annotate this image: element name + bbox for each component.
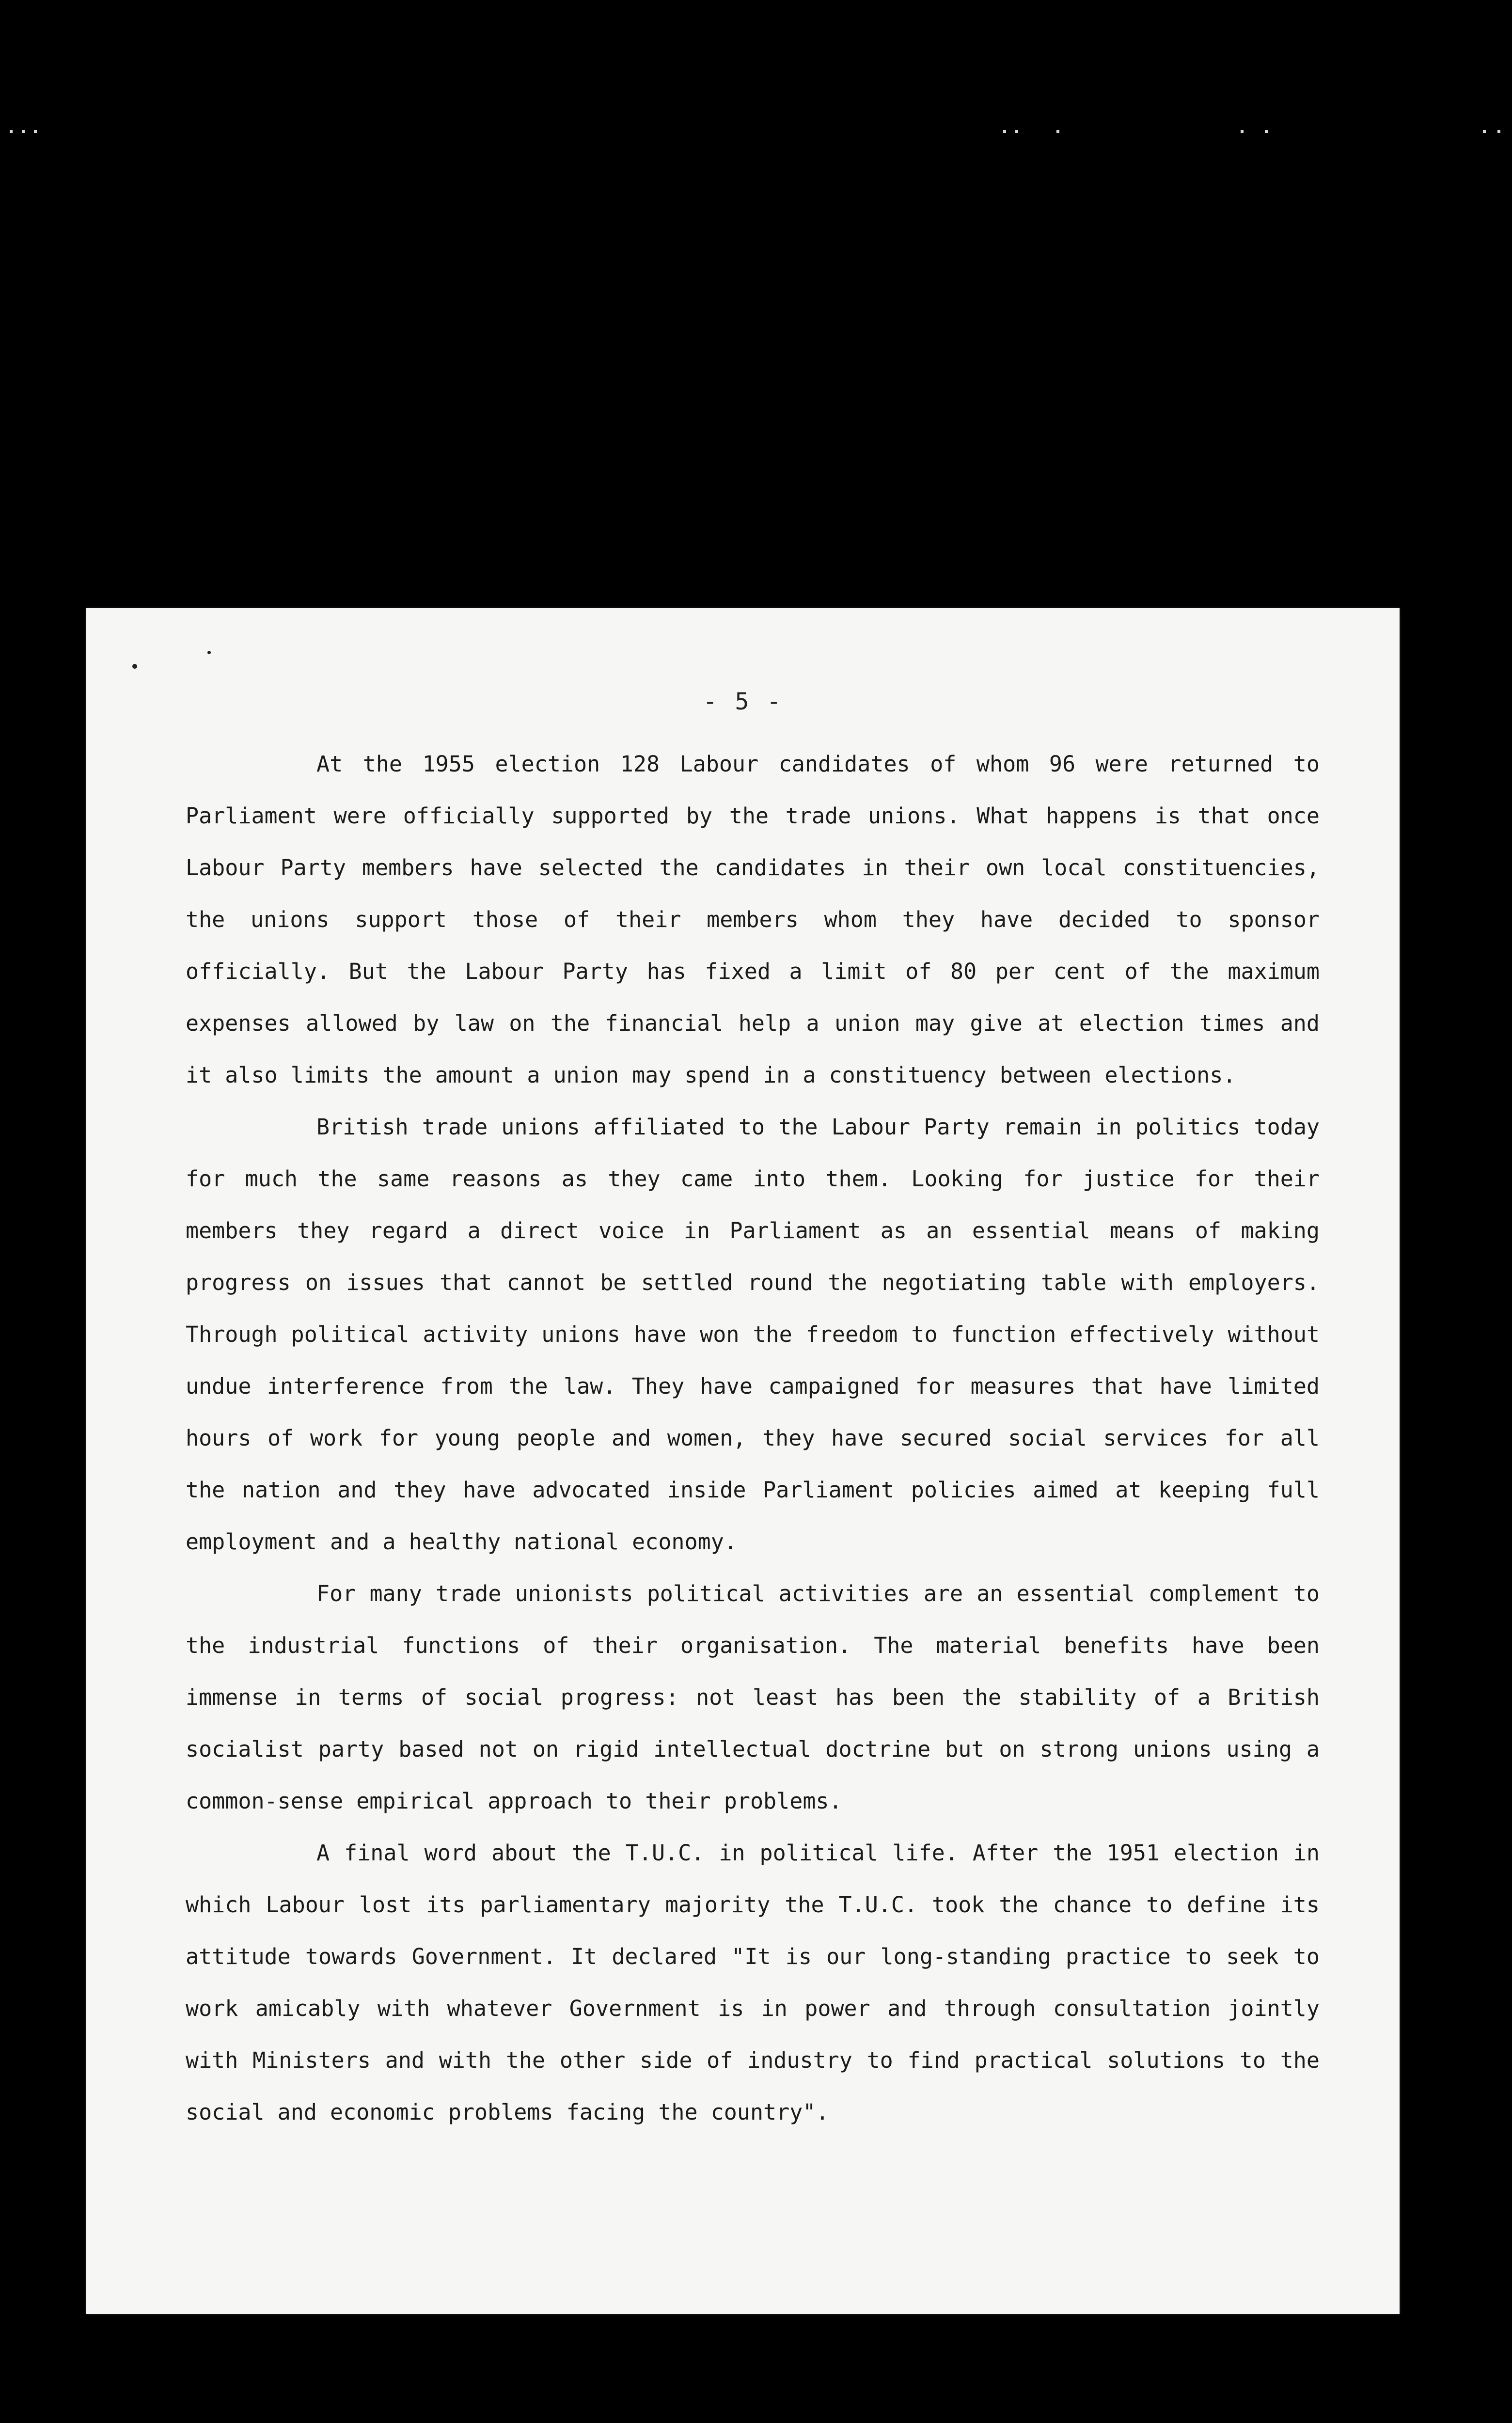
film-mark: [1241, 130, 1244, 133]
paragraph-1: At the 1955 election 128 Labour candidates of whom 96 were returned to Parliament were officially supported by the trade unions. What happens is that once Labour Party members have selected the candidates in their own local constituencies, the unions support those of their members whom they have decided to sponsor officially. But the Labour Party has fixed a limit of 80 per cent of the maximum expenses allowed by law on the financial help a union may give at election times and it also limits the amount a union may spend in a constituency between elections.: [186, 751, 1320, 1088]
film-mark: [22, 130, 25, 133]
film-mark: [1483, 130, 1486, 133]
ink-speck: [207, 651, 211, 654]
ink-speck: [132, 664, 137, 669]
film-mark: [1003, 130, 1006, 133]
film-mark: [34, 130, 37, 133]
film-mark: [1497, 130, 1500, 133]
document-page: [86, 608, 1400, 2314]
film-mark: [1056, 130, 1059, 133]
paragraph-2: British trade unions affiliated to the Labour Party remain in politics today for much the same reasons as they came into them. Looking for justice for their members they regard a direct voice in Parliament as an essential means of making progress on issues that cannot be settled round the negotiating table with employers. Through political activity unions have won the freedom to function effectively without undue interference from the law. They have campaigned for measures that have limited hours of work for young people and women, they have secured social services for all the nation and they have advocated inside Parliament policies aimed at keeping full employment and a healthy national economy.: [186, 1114, 1320, 1555]
paragraph-4: A final word about the T.U.C. in political life. After the 1951 election in which Labour lost its parliamentary majority the T.U.C. took the chance to define its attitude towards Government. It declared "It is our long-standing practice to seek to work amicably with whatever Government is in power and through consultation jointly with Ministers and with the other side of industry to find practical solutions to the social and economic problems facing the country".: [186, 1840, 1320, 2125]
film-mark: [1015, 130, 1018, 133]
film-mark: [10, 130, 13, 133]
document-body: [186, 738, 1320, 2138]
film-mark: [1265, 130, 1268, 133]
page-number: - 5 -: [703, 688, 783, 715]
paragraph-3: For many trade unionists political activities are an essential complement to the industrial functions of their organisation. The material benefits have been immense in terms of social progress: not least has been the stability of a British socialist party based not on rigid intellectual doctrine but on strong unions using a common-sense empirical approach to their problems.: [186, 1581, 1320, 1814]
film-edge-marks: [0, 130, 1512, 134]
